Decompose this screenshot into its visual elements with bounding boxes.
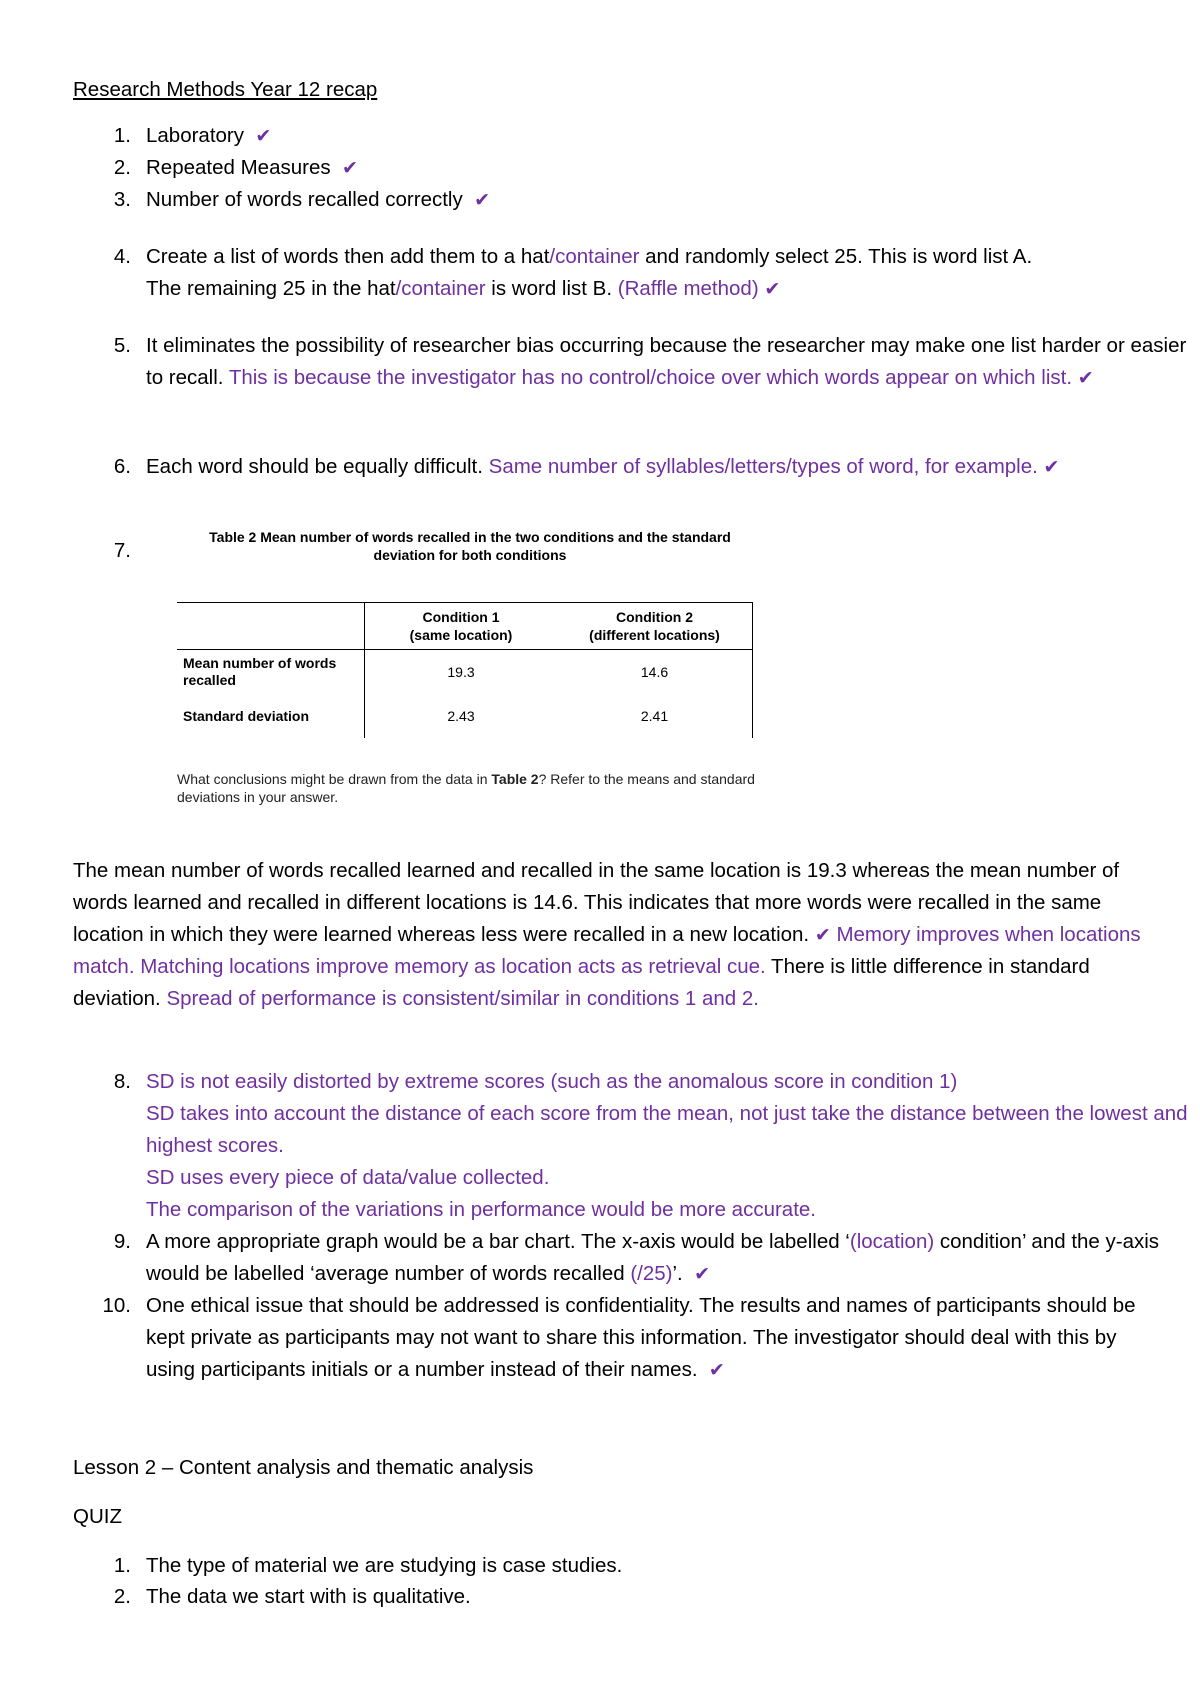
quiz-label: QUIZ bbox=[73, 1505, 122, 1528]
table-header-row bbox=[177, 603, 753, 650]
answer-paragraph: The mean number of words recalled learned and recalled in the same location is 19.3 whereas the mean number of words learned and recalled in different locations is 14.6. This indicates that more words were recalled in the same location in which they were learned whereas less were recalled in a new location. ✔ Memory improves when locations match. Matching locations improve memory as location acts as retrieval cue. There is little difference in standard deviation. Spread of performance is consistent/similar in conditions 1 and 2. bbox=[73, 859, 1141, 1010]
table-row: Standard deviation 2.43 2.41 bbox=[177, 694, 753, 738]
column-header: Condition 1 (same location) bbox=[365, 603, 558, 650]
table-figure bbox=[170, 528, 770, 818]
table-title: Table 2 Mean number of words recalled in the two conditions and the standard deviation for both conditions bbox=[209, 529, 731, 563]
check-icon: ✔ bbox=[764, 278, 781, 300]
document-page: Research Methods Year 12 recap 1. Laboratory ✔ 2. Repeated Measures ✔ 3. Number of words recalled correctly ✔ 4. Create a list of words then add them to a hat/container and randomly select 25. This is word list A. The remaining 25 in the hat/container is word list B. (Raffle method) ✔ 5. It eliminates the possibility of researcher bias occurring because the researcher may make one list harder or easier to recall. This is because the investigator has no control/choice over which words appear on which list. ✔ 6. Each word should be equally difficult. Same number of syllables/letters/types of word, for example. ✔ 7. Table 2 Mean number of words recalled in the two conditions and the standard deviation for both conditions Condition 1 (same location) Condition 2 (different locations) Mean number of words recalled 19.3 14.6 Standard deviation 2.43 2.41 What conclusions might be drawn from the data in Table 2? Refer to the means and standard deviations in your answer. The mean number of words recalled learned and recalled in the same location is 19.3 whereas the mean number of words learned and recalled in different locations is 14.6. This indicates that more words were recalled in the same location in which they were learned whereas less were recalled in a new location. ✔ Memory improves when locations match. Matching locations improve memory as location acts as retrieval cue. There is little difference in standard deviation. Spread of performance is consistent/similar in conditions 1 and 2. 8. SD is not easily distorted by extreme scores (such as the anomalous score in condition 1) SD takes into account the distance of each score from the mean, not just take the distance between the lowest and highest scores. SD uses every piece of data/value collected. The comparison of the variations in performance would be more accurate. 9. A more appropriate graph would be a bar chart. The x-axis would be labelled ‘(location) condition’ and the y-axis would be labelled ‘average number of words recalled (/25)’. ✔ 10. One ethical issue that should be addressed is confidentiality. The results and names of participants should be kept private as participants may not want to share this information. The investigator should deal with this by using participants initials or a number instead of their names. ✔ Lesson 2 – Content analysis and thematic analysis QUIZ 1. The type of material we are studying is case studies. 2. The data we start with is qualitative. bbox=[73, 78, 1188, 1608]
check-icon: ✔ bbox=[1043, 456, 1060, 478]
column-header: Condition 2 (different locations) bbox=[557, 603, 753, 650]
check-icon: ✔ bbox=[708, 1359, 725, 1381]
table-question: What conclusions might be drawn from the data in Table 2? Refer to the means and standard deviations in your answer. bbox=[177, 771, 755, 805]
check-icon: ✔ bbox=[814, 924, 831, 946]
data-table bbox=[177, 602, 753, 738]
table-row: Mean number of words recalled 19.3 14.6 bbox=[177, 650, 753, 695]
section-heading: Lesson 2 – Content analysis and thematic analysis bbox=[73, 1456, 534, 1479]
check-icon: ✔ bbox=[1077, 367, 1094, 389]
check-icon: ✔ bbox=[255, 125, 272, 147]
check-icon: ✔ bbox=[694, 1263, 711, 1285]
check-icon: ✔ bbox=[342, 157, 358, 179]
page-title: Research Methods Year 12 recap bbox=[73, 78, 378, 101]
check-icon: ✔ bbox=[474, 189, 491, 211]
